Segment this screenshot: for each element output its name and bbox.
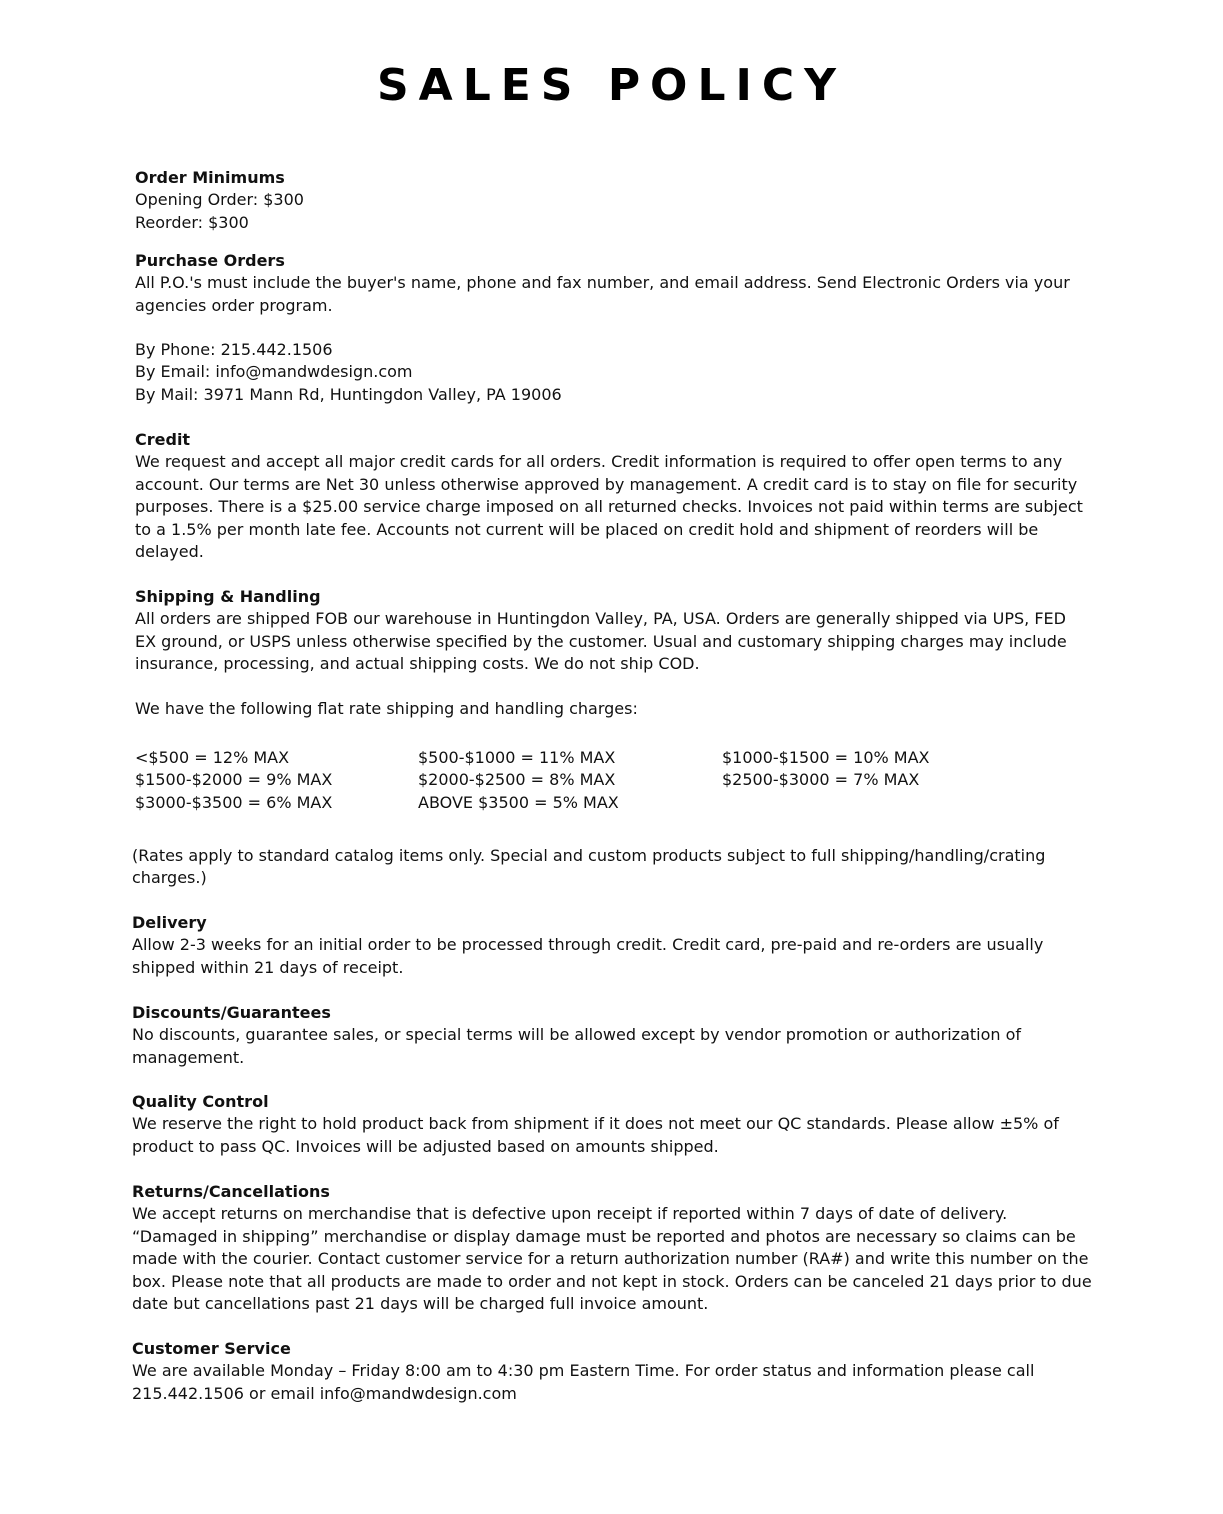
flat-rate-intro	[135, 698, 1095, 720]
contact-email: By Email: info@mandwdesign.com	[135, 362, 413, 382]
section-delivery	[132, 912, 1072, 979]
rate-cell: $2000-$2500 = 8% MAX	[418, 770, 616, 790]
section-heading: Shipping & Handling	[135, 587, 321, 606]
section-text: We reserve the right to hold product back from shipment if it does not meet our QC standards. Please allow ±5% of product to pass QC. Invoices will be adjusted based on amounts shipped.	[132, 1114, 1059, 1156]
section-purchase-orders	[135, 250, 1085, 317]
section-customer-service	[132, 1338, 1062, 1405]
section-heading: Credit	[135, 430, 191, 449]
opening-order-line: Opening Order: $300	[135, 190, 304, 210]
section-heading: Returns/Cancellations	[132, 1182, 330, 1201]
rate-row	[135, 769, 1035, 791]
rate-table	[135, 747, 1035, 814]
section-shipping	[135, 586, 1085, 676]
page-title: SALES POLICY	[376, 60, 847, 111]
section-text: No discounts, guarantee sales, or special terms will be allowed except by vendor promotion or authorization of management.	[132, 1025, 1022, 1067]
section-heading: Order Minimums	[135, 168, 285, 187]
section-text: We are available Monday – Friday 8:00 am to 4:30 pm Eastern Time. For order status and information please call 215.442.1506 or email info@mandwdesign.com	[132, 1361, 1035, 1403]
contact-list	[135, 339, 1095, 406]
section-heading: Delivery	[132, 913, 207, 932]
section-text: All orders are shipped FOB our warehouse in Huntingdon Valley, PA, USA. Orders are generally shipped via UPS, FED EX ground, or USPS unless otherwise specified by the customer. Usual and customary shipping charges may include insurance, processing, and actual shipping costs. We do not ship COD.	[135, 609, 1067, 674]
section-order-minimums	[135, 167, 1095, 234]
section-text: Allow 2-3 weeks for an initial order to be processed through credit. Credit card, pre-paid and re-orders are usually shipped within 21 days of receipt.	[132, 935, 1044, 977]
contact-phone: By Phone: 215.442.1506	[135, 340, 333, 359]
section-heading: Customer Service	[132, 1339, 291, 1358]
section-text: All P.O.'s must include the buyer's name, phone and fax number, and email address. Send Electronic Orders via your agencies order program.	[135, 273, 1070, 315]
section-heading: Discounts/Guarantees	[132, 1003, 331, 1022]
rate-cell: $2500-$3000 = 7% MAX	[722, 770, 920, 790]
section-heading: Quality Control	[132, 1092, 269, 1111]
rate-cell: $1000-$1500 = 10% MAX	[722, 748, 930, 767]
rate-cell: $500-$1000 = 11% MAX	[418, 748, 616, 767]
section-returns	[132, 1181, 1097, 1315]
rate-cell: ABOVE $3500 = 5% MAX	[418, 792, 619, 812]
rates-note	[132, 845, 1072, 890]
section-text: We accept returns on merchandise that is defective upon receipt if reported within 7 days of date of delivery. “Damaged in shipping” merchandise or display damage must be reported and photos are necessary so claims can be made with the courier. Contact customer service for a return authorization number (RA#) and write this number on the box. Please note that all products are made to order and not kept in stock. Orders can be canceled 21 days prior to due date but cancellations past 21 days will be charged full invoice amount.	[132, 1204, 1092, 1314]
rate-cell: $1500-$2000 = 9% MAX	[135, 770, 333, 790]
rates-note-text: (Rates apply to standard catalog items only. Special and custom products subject to full shipping/handling/crating charges.)	[132, 846, 1046, 888]
section-quality-control	[132, 1091, 1077, 1158]
rate-row	[135, 792, 1035, 814]
section-text: We request and accept all major credit cards for all orders. Credit information is required to offer open terms to any account. Our terms are Net 30 unless otherwise approved by management. A credit card is to stay on file for security purposes. There is a $25.00 service charge imposed on all returned checks. Invoices not paid within terms are subject to a 1.5% per month late fee. Accounts not current will be placed on credit hold and shipment of reorders will be delayed.	[135, 452, 1083, 562]
section-heading: Purchase Orders	[135, 251, 285, 270]
flat-rate-intro-text: We have the following flat rate shipping and handling charges:	[135, 699, 638, 718]
rate-cell: $3000-$3500 = 6% MAX	[135, 792, 333, 812]
rate-cell: <$500 = 12% MAX	[135, 748, 290, 767]
rate-row	[135, 747, 1035, 769]
section-discounts	[132, 1002, 1052, 1069]
contact-mail: By Mail: 3971 Mann Rd, Huntingdon Valley, PA 19006	[135, 384, 562, 404]
reorder-line: Reorder: $300	[135, 212, 249, 232]
section-credit	[135, 429, 1095, 563]
